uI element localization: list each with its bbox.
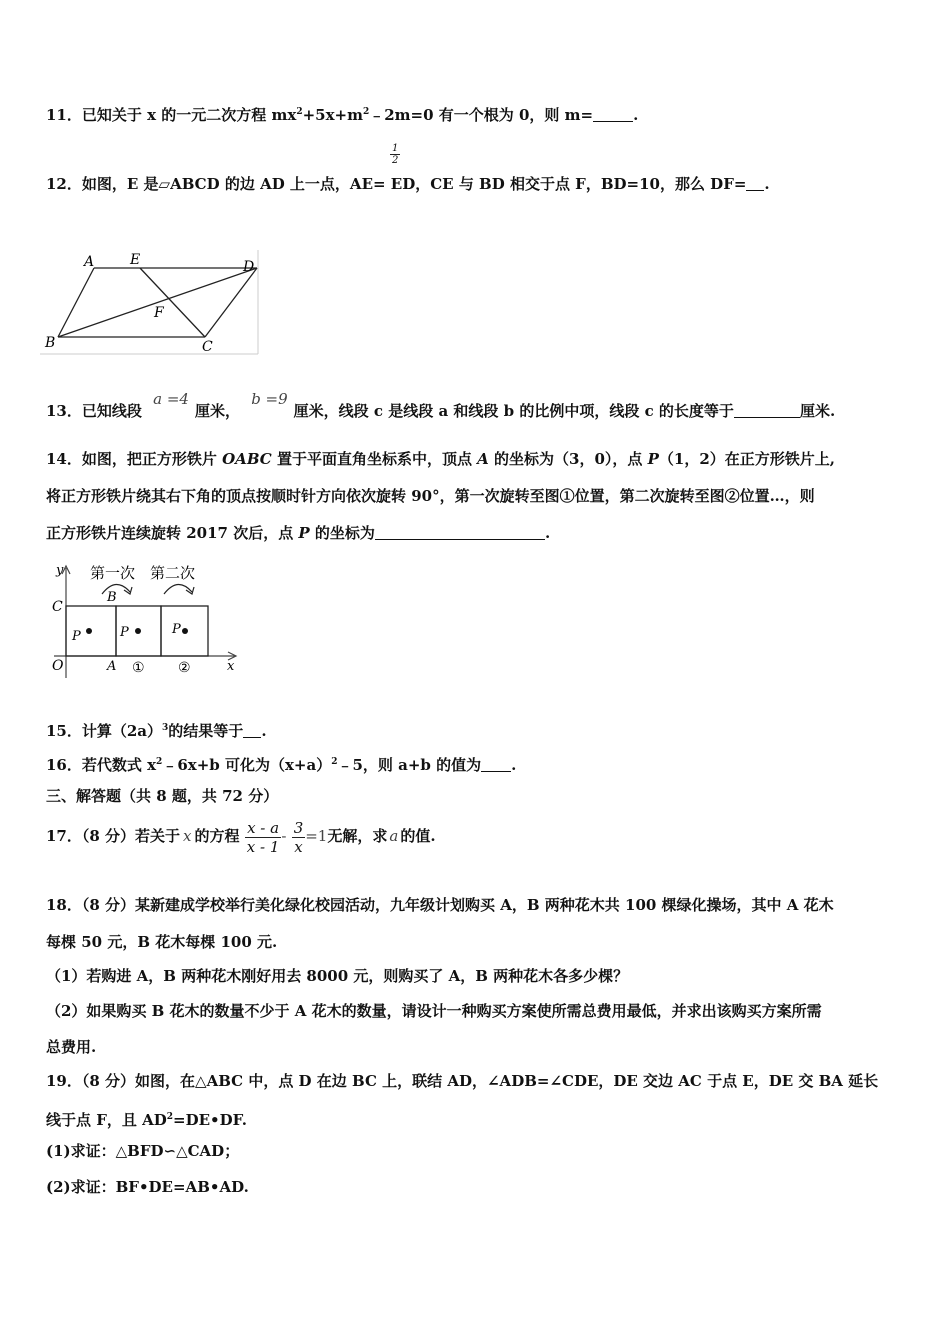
q17-fraction-2 (292, 819, 306, 856)
label-x: x (227, 659, 235, 674)
question-13 (46, 390, 836, 421)
question-18-line3 (46, 966, 628, 986)
question-18-line1 (46, 895, 834, 915)
q14-oabc: OABC (222, 450, 272, 468)
q18-line5: 总费用. (46, 1038, 97, 1056)
question-19-line2 (46, 1107, 247, 1130)
q17-frac2-num: 3 (293, 818, 304, 837)
q12-frac-num: 1 (392, 143, 399, 154)
segment-ce (140, 268, 205, 337)
question-18-line5 (46, 1037, 96, 1057)
q16-sup2: 2 (331, 757, 338, 767)
q17-minus: - (281, 827, 287, 845)
q12-end: . (764, 175, 770, 193)
label-first: 第一次 (90, 564, 136, 582)
q19-line1: 19．（8 分）如图，在△ABC 中，点 D 在边 BC 上，联结 AD，∠ADB=∠CDE，DE 交边 AC 于点 E，DE 交 BA 延长 (46, 1072, 879, 1090)
q14-line1-a: 14．如图，把正方形铁片 (46, 450, 223, 468)
q11-answer-blank[interactable] (593, 107, 633, 122)
q11-text-pre: 11．已知关于 x 的一元二次方程 mx (46, 106, 297, 124)
q11-text-post: ﹣2m=0 有一个根为 0，则 m= (369, 106, 594, 124)
q18-line1: 18．（8 分）某新建成学校举行美化绿化校园活动，九年级计划购买 A，B 两种花木共 100 棵绿化操场，其中 A 花木 (46, 896, 834, 914)
q19-line3: (1)求证：△BFD∽△CAD； (46, 1142, 240, 1160)
q15-text-post: 的结果等于 (168, 722, 244, 740)
q17-frac1-den: x - 1 (246, 837, 280, 856)
q15-sup: 3 (162, 723, 169, 733)
label-O: O (52, 658, 64, 674)
label-P-1: P (72, 629, 81, 644)
question-17 (46, 816, 436, 856)
diagonal-bd (58, 268, 257, 337)
label-y: y (56, 563, 64, 578)
question-16 (46, 752, 516, 775)
q17-end: 的值. (400, 827, 436, 845)
q11-sup1: 2 (296, 107, 303, 117)
point-p-original (86, 628, 92, 634)
q14-a-var: A (477, 450, 489, 468)
label-second: 第二次 (150, 564, 196, 582)
q15-end: . (261, 722, 267, 740)
q16-text-mid: ﹣6x+b 可化为（x+a） (162, 756, 332, 774)
q16-sup1: 2 (156, 757, 163, 767)
q13-unit1: 厘米， (194, 402, 240, 420)
q14-line3-a: 正方形铁片连续旋转 2017 次后，点 (46, 524, 299, 542)
q12-parallelogram-figure (40, 250, 265, 358)
q13-a-expression: a =4 (153, 390, 189, 408)
q14-p-var-2: P (298, 524, 310, 542)
question-14-line3 (46, 523, 550, 543)
question-12 (46, 174, 770, 194)
label-F: F (154, 305, 164, 321)
q19-line4: (2)求证：BF•DE=AB•AD. (46, 1178, 249, 1196)
q13-text-post: 厘米，线段 c 是线段 a 和线段 b 的比例中项，线段 c 的长度等于 (293, 402, 734, 420)
q11-text-mid: +5x+m (302, 106, 363, 124)
parallelogram-symbol: ▱ (158, 175, 171, 193)
q15-answer-blank[interactable] (243, 723, 261, 738)
q13-text-pre: 13．已知线段 (46, 402, 142, 420)
section-3-title (46, 786, 278, 806)
q19-line2-pre: 线于点 F，且 AD (46, 1111, 167, 1129)
q16-text-pre: 16．若代数式 x (46, 756, 157, 774)
question-15 (46, 718, 267, 741)
q19-line2-sup: 2 (166, 1112, 174, 1122)
q14-end: . (544, 524, 551, 542)
question-19-line3 (46, 1141, 239, 1161)
label-C: C (202, 339, 213, 355)
q14-line1-d: （1，2）在正方形铁片上, (658, 450, 836, 468)
q18-line3: （1）若购进 A，B 两种花木刚好用去 8000 元，则购买了 A，B 两种花木各多少棵？ (46, 967, 629, 985)
q17-a-var: a (389, 827, 399, 845)
q14-line3-b: 的坐标为 (309, 524, 375, 542)
q14-answer-blank[interactable] (375, 525, 545, 540)
label-C: C (52, 599, 63, 615)
q12-text-post: ABCD 的边 AD 上一点，AE= ED，CE 与 BD 相交于点 F，BD=10，那么 DF= (170, 175, 747, 193)
q11-sup2: 2 (362, 107, 370, 117)
q14-p-var: P (647, 450, 659, 468)
q18-line4: （2）如果购买 B 花木的数量不少于 A 花木的数量，请设计一种购买方案使所需总费用最低，并求出该购买方案所需 (46, 1002, 822, 1020)
q12-answer-blank[interactable] (746, 176, 764, 191)
label-circle-1: ① (132, 660, 145, 676)
label-E: E (130, 252, 141, 268)
label-P-2: P (120, 625, 129, 640)
q17-text-mid: 的方程 (194, 827, 240, 845)
q14-line2: 将正方形铁片绕其右下角的顶点按顺时针方向依次旋转 90°，第一次旋转至图①位置，第二次旋转至图②位置…，则 (46, 487, 815, 505)
label-P-3: P (172, 622, 181, 637)
q12-text-pre: 12．如图，E 是 (46, 175, 159, 193)
q14-line1-c: 的坐标为（3，0），点 (488, 450, 648, 468)
q13-b-expression: b =9 (251, 390, 288, 408)
rotation-arrow-2-icon (164, 584, 192, 594)
q14-rotation-figure (44, 560, 244, 680)
question-18-line4 (46, 1001, 822, 1021)
label-circle-2: ② (178, 660, 191, 676)
question-18-line2 (46, 932, 277, 952)
question-11 (46, 102, 638, 125)
label-A: A (107, 659, 117, 674)
q17-fraction-1 (245, 819, 282, 856)
q16-end: . (511, 756, 517, 774)
label-A: A (84, 254, 95, 270)
q17-equals: =1 (305, 827, 328, 845)
question-19-line4 (46, 1177, 249, 1197)
edge-dc (205, 268, 257, 337)
q17-x-var: x (183, 827, 192, 845)
question-19-line1 (46, 1071, 878, 1091)
q17-text-pre: 17．（8 分）若关于 (46, 827, 181, 845)
q15-text-pre: 15．计算（2a） (46, 722, 163, 740)
q13-answer-blank[interactable] (734, 403, 800, 418)
label-B: B (45, 335, 56, 351)
q18-line2: 每棵 50 元，B 花木每棵 100 元. (46, 933, 278, 951)
label-B: B (107, 590, 117, 605)
label-D: D (243, 259, 255, 275)
q16-text-post: ﹣5，则 a+b 的值为 (337, 756, 482, 774)
q17-frac1-num: x - a (245, 819, 282, 838)
question-14-line2 (46, 486, 815, 506)
q14-line1-b: 置于平面直角坐标系中，顶点 (271, 450, 478, 468)
q12-half-fraction (390, 143, 400, 166)
q19-line2-post: =DE•DF. (173, 1111, 247, 1129)
q12-frac-den: 2 (392, 155, 399, 166)
q13-end: 厘米. (799, 402, 836, 420)
point-p-second (182, 628, 188, 634)
point-p-first (135, 628, 141, 634)
q16-answer-blank[interactable] (481, 757, 511, 772)
section-3-title-text: 三、解答题（共 8 题，共 72 分） (46, 787, 279, 805)
q17-frac2-den: x (294, 837, 303, 856)
question-14-line1 (46, 449, 835, 469)
q11-end: . (633, 106, 639, 124)
q17-text-post: 无解，求 (327, 827, 388, 845)
